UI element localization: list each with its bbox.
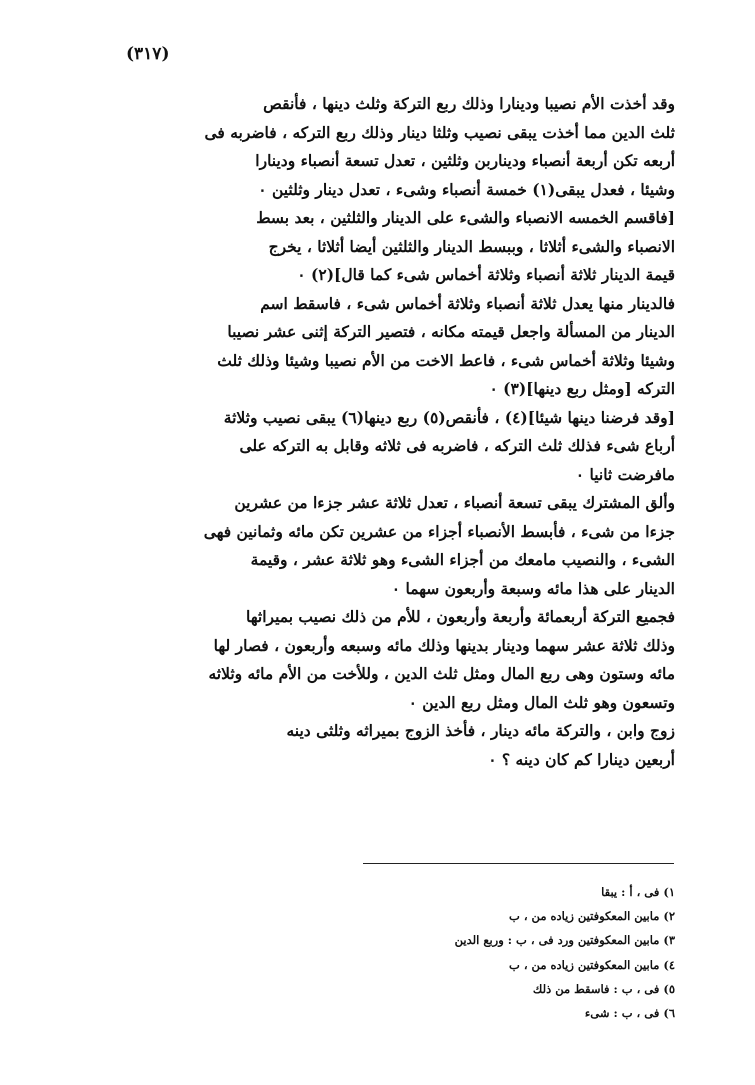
- text-line: فالدينار منها يعدل ثلاثة أنصباء وثلاثة أخماس شىء ، فاسقط اسم: [260, 293, 675, 313]
- text-line: أرباع شىء فذلك ثلث التركه ، فاضربه فى ثلاثه وقابل به التركه على: [239, 436, 675, 455]
- footnote-item: ٦) فى ، ب : شىء: [584, 1005, 675, 1020]
- footnote-item: ٤) مابين المعكوفتين زياده من ، ب: [509, 957, 675, 972]
- text-line: ثلث الدين مما أخذت يبقى نصيب وثلثا دينار وذلك ربع التركه ، فاضربه فى: [204, 122, 675, 142]
- text-line: أربعه تكن أربعة أنصباء وديناربن وثلثين ، تعدل تسعة أنصباء ودينارا: [255, 151, 675, 170]
- text-line: التركه [ومثل ربع دينها](٣) ٠: [489, 379, 675, 398]
- text-line: وتسعون وهو ثلث المال ومثل ربع الدين ٠: [408, 692, 675, 712]
- text-line: الدينار من المسألة واجعل قيمته مكانه ، فتصير التركة إثنى عشر نصيبا: [227, 322, 675, 341]
- text-line: وألق المشترك يبقى تسعة أنصباء ، تعدل ثلاثة عشر جزءا من عشرين: [234, 493, 675, 512]
- footnote-item: ٢) مابين المعكوفتين زياده من ، ب: [509, 909, 675, 924]
- text-line: وقد أخذت الأم نصيبا ودينارا وذلك ربع التركة وثلث دينها ، فأنقص: [263, 94, 675, 113]
- footnotes: [300, 880, 675, 1025]
- text-line: زوج وابن ، والتركة مائه دينار ، فأخذ الزوج بميراثه وثلثى دينه: [286, 721, 675, 740]
- text-line: [وقد فرضنا دينها شيئا](٤) ، فأنقص(٥) ربع دينها(٦) يبقى نصيب وثلاثة: [223, 407, 675, 427]
- text-line: فجميع التركة أربعمائة وأربعة وأربعون ، للأم من ذلك نصيب بميراثها: [246, 607, 675, 626]
- text-line: وذلك ثلاثة عشر سهما ودينار بدينها وذلك مائه وسبعه وأربعون ، فصار لها: [213, 635, 675, 655]
- text-line: جزءا من شىء ، فأبسط الأنصباء أجزاء من عشرين تكن مائه وثمانين فهى: [203, 521, 675, 541]
- footnote-divider: [363, 863, 674, 864]
- text-line: وشيئا ، فعدل يبقى(١) خمسة أنصباء وشىء ، تعدل دينار وثلثين ٠: [258, 179, 675, 199]
- footnote-item: ٣) مابين المعكوفتين ورد فى ، ب : وربع الدين: [454, 933, 675, 948]
- footnote-item: ١) فى ، أ : يبقا: [601, 885, 675, 899]
- page-number: (٣١٧): [126, 44, 170, 64]
- text-line: قيمة الدينار ثلاثة أنصباء وثلاثة أخماس شىء كما قال](٢) ٠: [297, 265, 675, 284]
- text-line: الدينار على هذا مائه وسبعة وأربعون سهما ٠: [391, 578, 675, 598]
- text-line: وشيئا وثلاثة أخماس شىء ، فاعط الاخت من الأم نصيبا وشيئا وذلك ثلث: [217, 350, 675, 370]
- text-line: أربعين دينارا كم كان دينه ؟ ٠: [488, 749, 675, 769]
- text-line: الشىء ، والنصيب مامعك من أجزاء الشىء وهو ثلاثة عشر ، وقيمة: [250, 550, 675, 569]
- text-line: مائه وستون وهى ربع المال ومثل ثلث الدين ، وللأخت من الأم مائه وثلاثه: [208, 664, 675, 683]
- text-line: [فاقسم الخمسه الانصباء والشىء على الدينار والثلثين ، بعد بسط: [256, 208, 675, 227]
- text-line: الانصباء والشىء أثلاثا ، وببسط الدينار والثلثين أيضا أثلاثا ، يخرج: [268, 236, 675, 256]
- footnote-item: ٥) فى ، ب : فاسقط من ذلك: [532, 981, 675, 996]
- main-text: [122, 90, 675, 774]
- text-line: مافرضت ثانيا ٠: [575, 464, 675, 484]
